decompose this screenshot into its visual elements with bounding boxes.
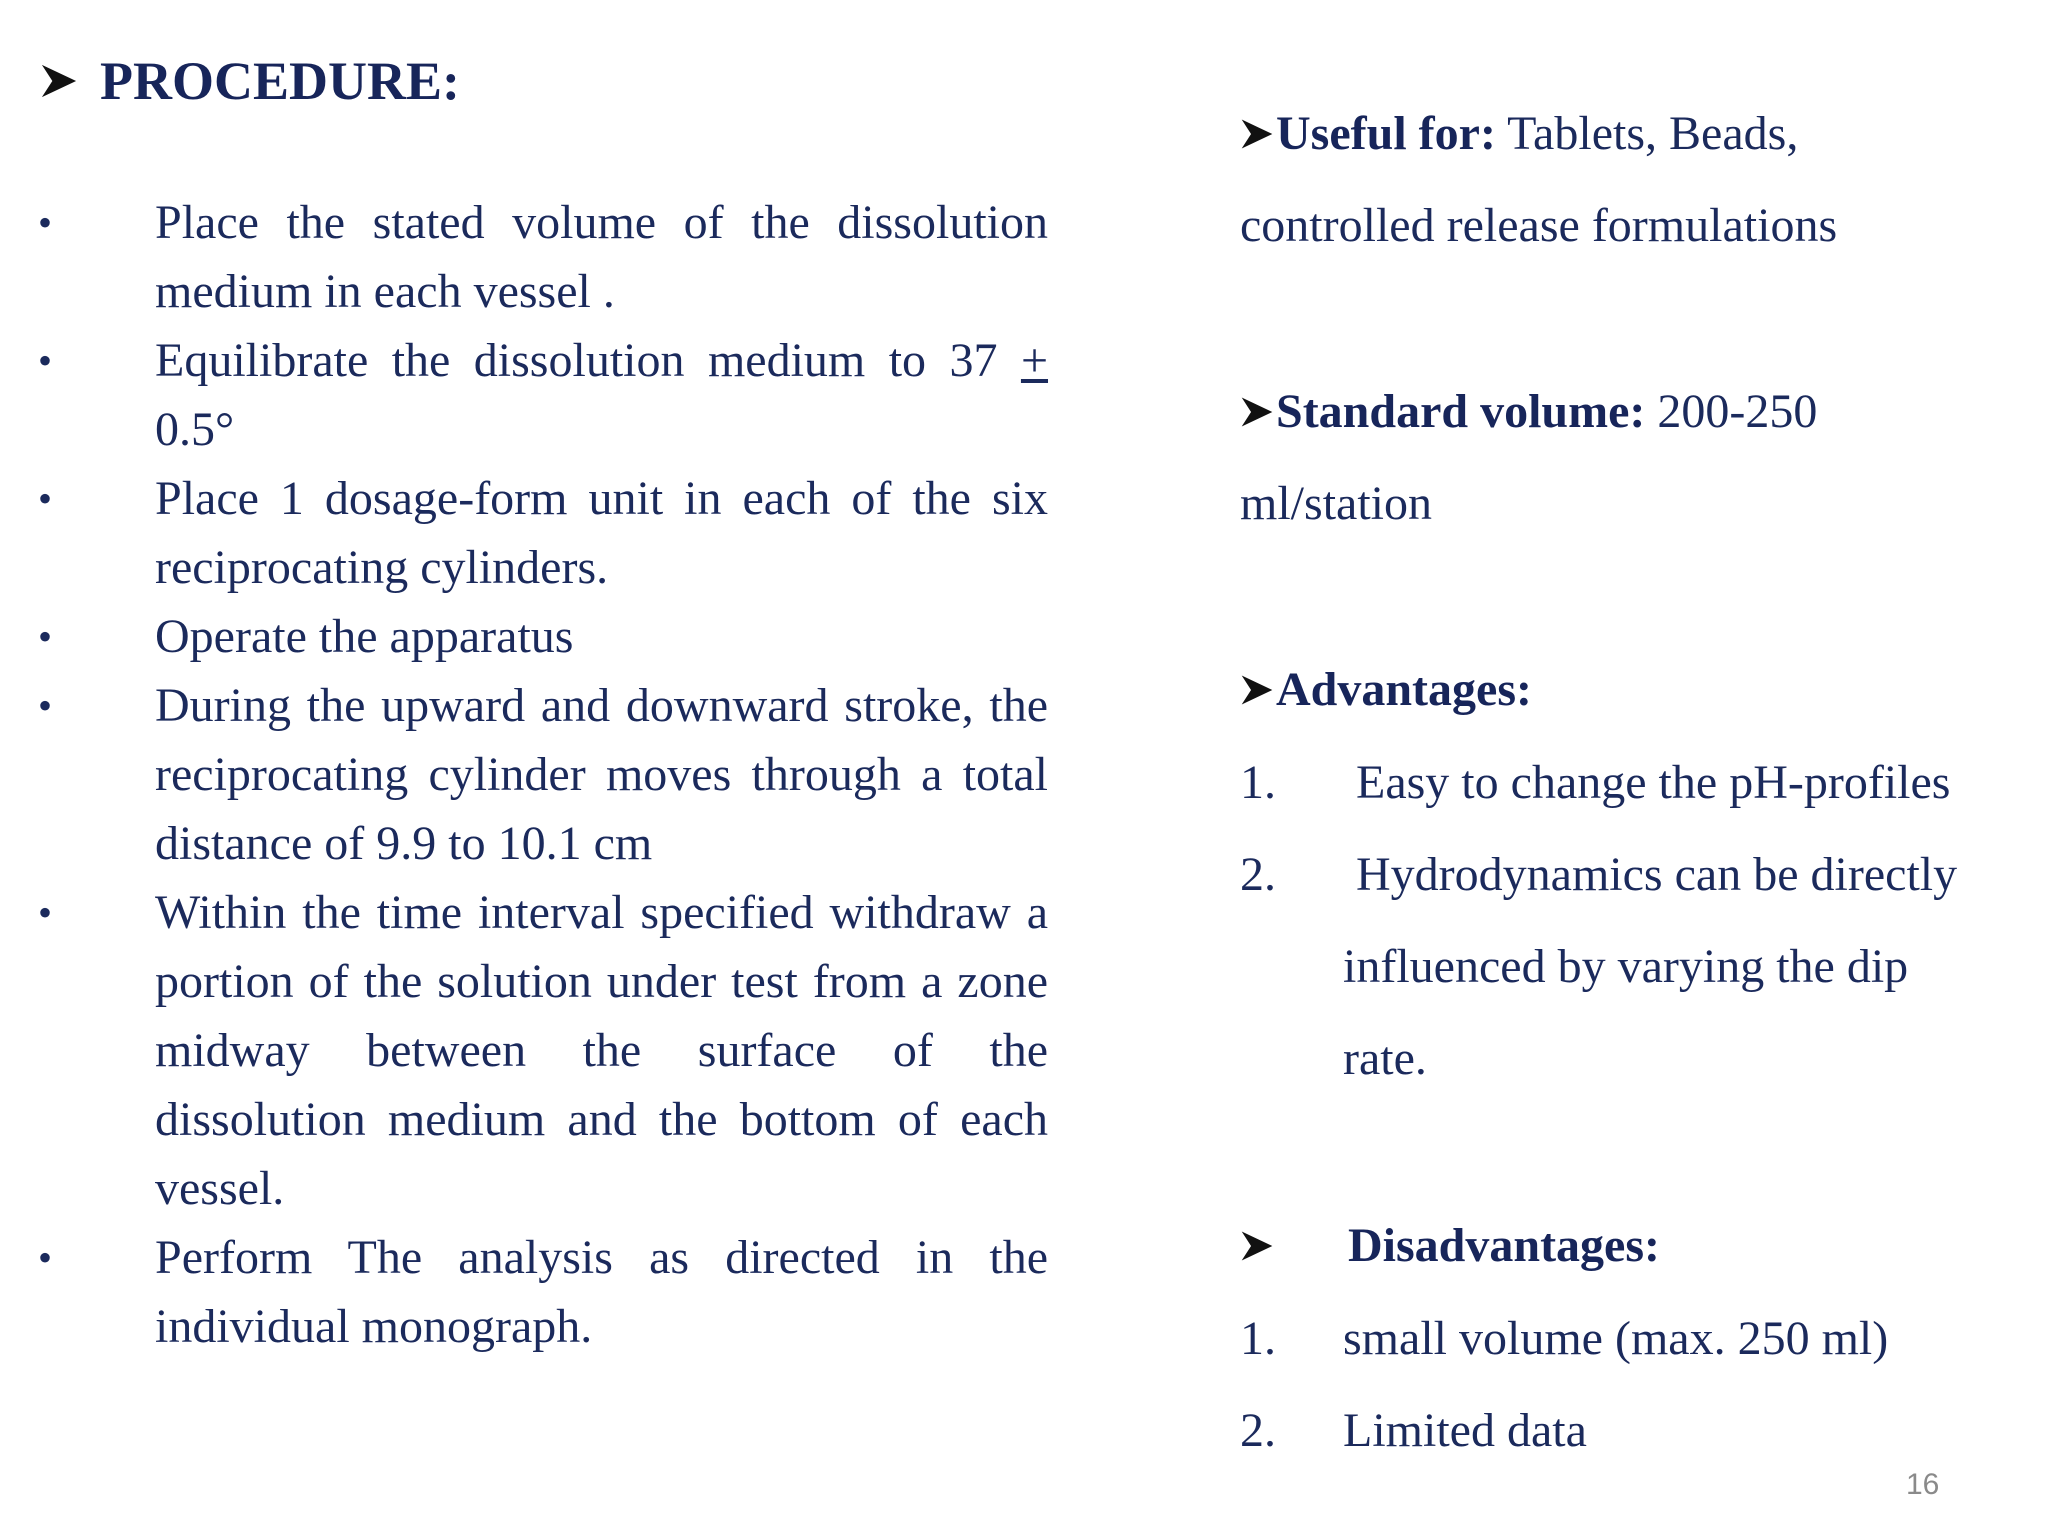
useful-for-continuation: controlled release formulations: [1240, 199, 1838, 252]
advantages-label: Advantages:: [1276, 663, 1533, 716]
advantage-text: Hydrodynamics can be directly: [1356, 848, 1958, 901]
standard-volume-label: Standard volume:: [1276, 385, 1646, 438]
procedure-step-text: Operate the apparatus: [155, 610, 574, 663]
useful-for-line: [1240, 106, 1798, 161]
temperature-value: 37: [949, 334, 998, 387]
disadvantages-heading: [1240, 1218, 1660, 1273]
bullet-dot-icon: •: [38, 200, 53, 245]
procedure-step-text-part: Equilibrate the dissolution medium to: [155, 334, 927, 387]
procedure-step-text: Place the stated volume of the dissolution medium in each vessel .: [155, 196, 1048, 318]
standard-volume-continuation: ml/station: [1240, 477, 1432, 530]
bullet-dot-icon: •: [38, 1235, 53, 1280]
procedure-steps-list: [0, 188, 1050, 1361]
disadvantages-label: Disadvantages:: [1348, 1219, 1661, 1272]
advantages-heading: [1240, 662, 1532, 717]
bullet-dot-icon: •: [38, 476, 53, 521]
procedure-step-text: Perform The analysis as directed in the individual monograph.: [155, 1231, 1048, 1353]
disadvantage-number: 1.: [1240, 1312, 1276, 1365]
disadvantage-text: small volume (max. 250 ml): [1343, 1312, 1889, 1365]
advantage-text: Easy to change the pH-profiles: [1356, 756, 1951, 809]
standard-volume-value: 200-250: [1657, 385, 1818, 438]
useful-for-label: Useful for:: [1276, 107, 1496, 160]
procedure-heading: [40, 50, 460, 112]
list-item: [0, 602, 1050, 671]
advantage-text-continuation: influenced by varying the dip: [1343, 940, 1909, 993]
list-item: [0, 464, 1050, 602]
useful-for-value: Tablets, Beads,: [1507, 107, 1799, 160]
arrowhead-bullet-icon: [1240, 672, 1274, 708]
bullet-dot-icon: •: [38, 614, 53, 659]
arrowhead-bullet-icon: [1240, 116, 1274, 152]
arrowhead-bullet-icon: [40, 61, 78, 101]
procedure-step-text: During the upward and downward stroke, the reciprocating cylinder moves through a total distance of 9.9 to 10.1 cm: [155, 679, 1048, 870]
procedure-step-text: Place 1 dosage-form unit in each of the six reciprocating cylinders.: [155, 472, 1048, 594]
procedure-title: PROCEDURE:: [100, 51, 460, 111]
advantage-number: 2.: [1240, 848, 1276, 901]
list-item: [0, 878, 1050, 1223]
standard-volume-line: [1240, 384, 1817, 439]
advantage-number: 1.: [1240, 756, 1276, 809]
plus-minus-sign: +: [1020, 334, 1049, 387]
list-item: [0, 326, 1050, 464]
bullet-dot-icon: •: [38, 890, 53, 935]
procedure-step-text: [155, 326, 1048, 464]
disadvantage-number: 2.: [1240, 1404, 1276, 1457]
arrowhead-bullet-icon: [1240, 394, 1274, 430]
list-item: [0, 671, 1050, 878]
temperature-tolerance: 0.5°: [155, 403, 235, 456]
page-number: 16: [1906, 1468, 1940, 1501]
list-item: [0, 1223, 1050, 1361]
bullet-dot-icon: •: [38, 683, 53, 728]
arrowhead-bullet-icon: [1240, 1228, 1274, 1264]
disadvantage-text: Limited data: [1343, 1404, 1587, 1457]
procedure-step-text: Within the time interval specified withdraw a portion of the solution under test from a zone midway between the surface of the dissolution medium and the bottom of each vessel.: [155, 886, 1048, 1215]
bullet-dot-icon: •: [38, 338, 53, 383]
advantage-text-continuation: rate.: [1343, 1032, 1427, 1085]
list-item: [0, 188, 1050, 326]
